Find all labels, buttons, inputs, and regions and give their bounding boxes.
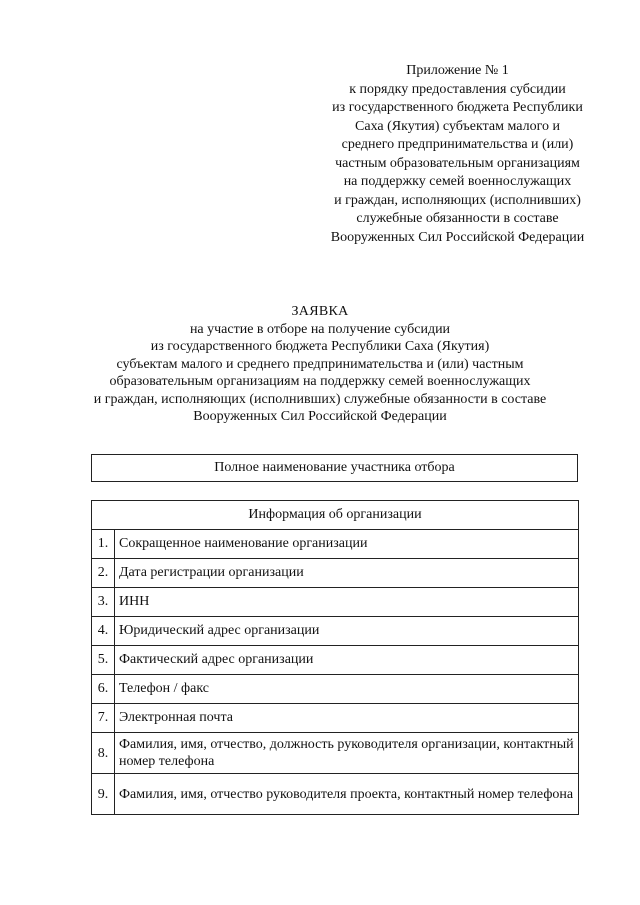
organization-info-header: Информация об организации <box>92 501 579 530</box>
row-label: Телефон / факс <box>115 675 579 704</box>
appendix-line: к порядку предоставления субсидии <box>349 81 566 97</box>
row-number: 6. <box>92 675 115 704</box>
row-label: Фамилия, имя, отчество, должность руководителя организации, контактный номер телефона <box>115 733 579 774</box>
row-number: 8. <box>92 733 115 774</box>
heading-line: субъектам малого и среднего предпринимательства и (или) частным <box>116 356 524 372</box>
row-label: Сокращенное наименование организации <box>115 530 579 559</box>
appendix-line: среднего предпринимательства и (или) <box>341 137 574 152</box>
row-number: 1. <box>92 530 115 559</box>
heading-line: и граждан, исполняющих (исполнивших) служебные обязанности в составе <box>93 391 547 407</box>
row-number: 9. <box>92 774 115 815</box>
table-row[interactable] <box>92 559 579 588</box>
participant-full-name-label: Полное наименование участника отбора <box>214 460 455 475</box>
heading-line: из государственного бюджета Республики Саха (Якутия) <box>150 339 490 354</box>
row-label: Дата регистрации организации <box>115 559 579 588</box>
table-row[interactable] <box>92 617 579 646</box>
heading-line: Вооруженных Сил Российской Федерации <box>193 409 447 424</box>
appendix-line: и граждан, исполняющих (исполнивших) <box>334 192 581 208</box>
row-number: 7. <box>92 704 115 733</box>
appendix-header <box>300 62 615 247</box>
row-label: Фактический адрес организации <box>115 646 579 675</box>
row-label: ИНН <box>115 588 579 617</box>
row-number: 2. <box>92 559 115 588</box>
table-row[interactable] <box>92 774 579 815</box>
appendix-line: Саха (Якутия) субъектам малого и <box>355 118 560 134</box>
row-number: 4. <box>92 617 115 646</box>
table-row[interactable] <box>92 675 579 704</box>
document-title: ЗАЯВКА <box>291 304 349 319</box>
appendix-line: из государственного бюджета Республики <box>332 100 583 115</box>
row-label: Электронная почта <box>115 704 579 733</box>
table-row[interactable] <box>92 646 579 675</box>
participant-full-name-field[interactable] <box>91 454 578 482</box>
row-number: 5. <box>92 646 115 675</box>
appendix-line: служебные обязанности в составе <box>356 211 559 226</box>
appendix-line: на поддержку семей военнослужащих <box>343 174 572 189</box>
appendix-line: Вооруженных Сил Российской Федерации <box>330 229 585 245</box>
table-row[interactable] <box>92 530 579 559</box>
row-label: Фамилия, имя, отчество руководителя проекта, контактный номер телефона <box>115 774 579 815</box>
table-row[interactable] <box>92 588 579 617</box>
row-label: Юридический адрес организации <box>115 617 579 646</box>
heading-line: образовательным организациям на поддержку семей военнослужащих <box>109 374 531 389</box>
appendix-line: Приложение № 1 <box>406 63 509 78</box>
heading-line: на участие в отборе на получение субсидии <box>189 321 451 337</box>
table-row[interactable] <box>92 704 579 733</box>
appendix-line: частным образовательным организациям <box>335 155 580 171</box>
table-row[interactable] <box>92 733 579 774</box>
row-number: 3. <box>92 588 115 617</box>
application-heading <box>60 303 580 426</box>
organization-info-table <box>91 500 579 815</box>
